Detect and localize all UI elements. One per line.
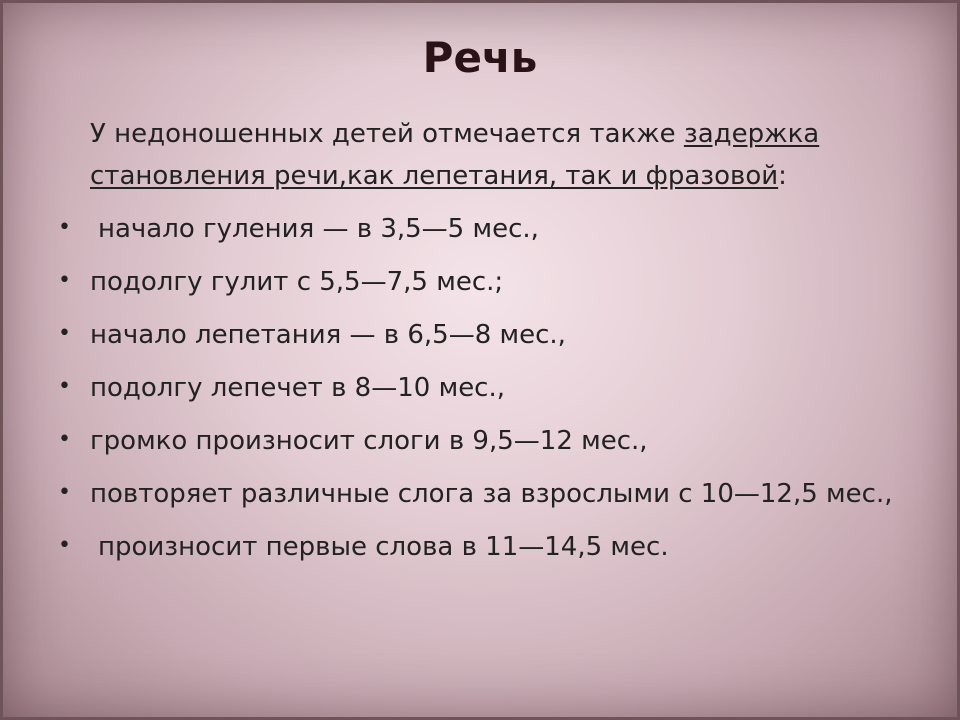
bullet-icon: • [58,215,71,240]
intro-underlined-phrase: задержка становления речи,как лепетания, так и фразовой [90,119,820,191]
bullet-icon: • [58,480,71,505]
list-item-text: подолгу лепечет в 8—10 мес., [90,373,506,403]
list-item [0,314,960,356]
bullet-icon: • [58,533,71,558]
list-item-text: повторяет различные слога за взрослыми с 10—12,5 мес., [90,479,893,509]
slide-title: Речь [422,33,538,82]
bullet-list [0,208,960,579]
list-item [0,473,960,515]
intro-suffix: : [778,161,787,191]
list-item-text: начало лепетания — в 6,5—8 мес., [90,320,566,350]
intro-paragraph [90,113,920,197]
bullet-icon: • [58,427,71,452]
list-item [0,367,960,409]
bullet-icon: • [58,321,71,346]
list-item-text: произносит первые слова в 11—14,5 мес. [98,532,669,562]
list-item [0,261,960,303]
list-item-text: подолгу гулит с 5,5—7,5 мес.; [90,267,504,297]
list-item [0,420,960,462]
list-item-text: громко произносит слоги в 9,5—12 мес., [90,426,648,456]
list-item-text: начало гуления — в 3,5—5 мес., [98,214,539,244]
list-item [0,526,960,568]
list-item [0,208,960,250]
bullet-icon: • [58,374,71,399]
bullet-icon: • [58,268,71,293]
intro-prefix: У недоношенных детей отмечается также [90,119,684,149]
